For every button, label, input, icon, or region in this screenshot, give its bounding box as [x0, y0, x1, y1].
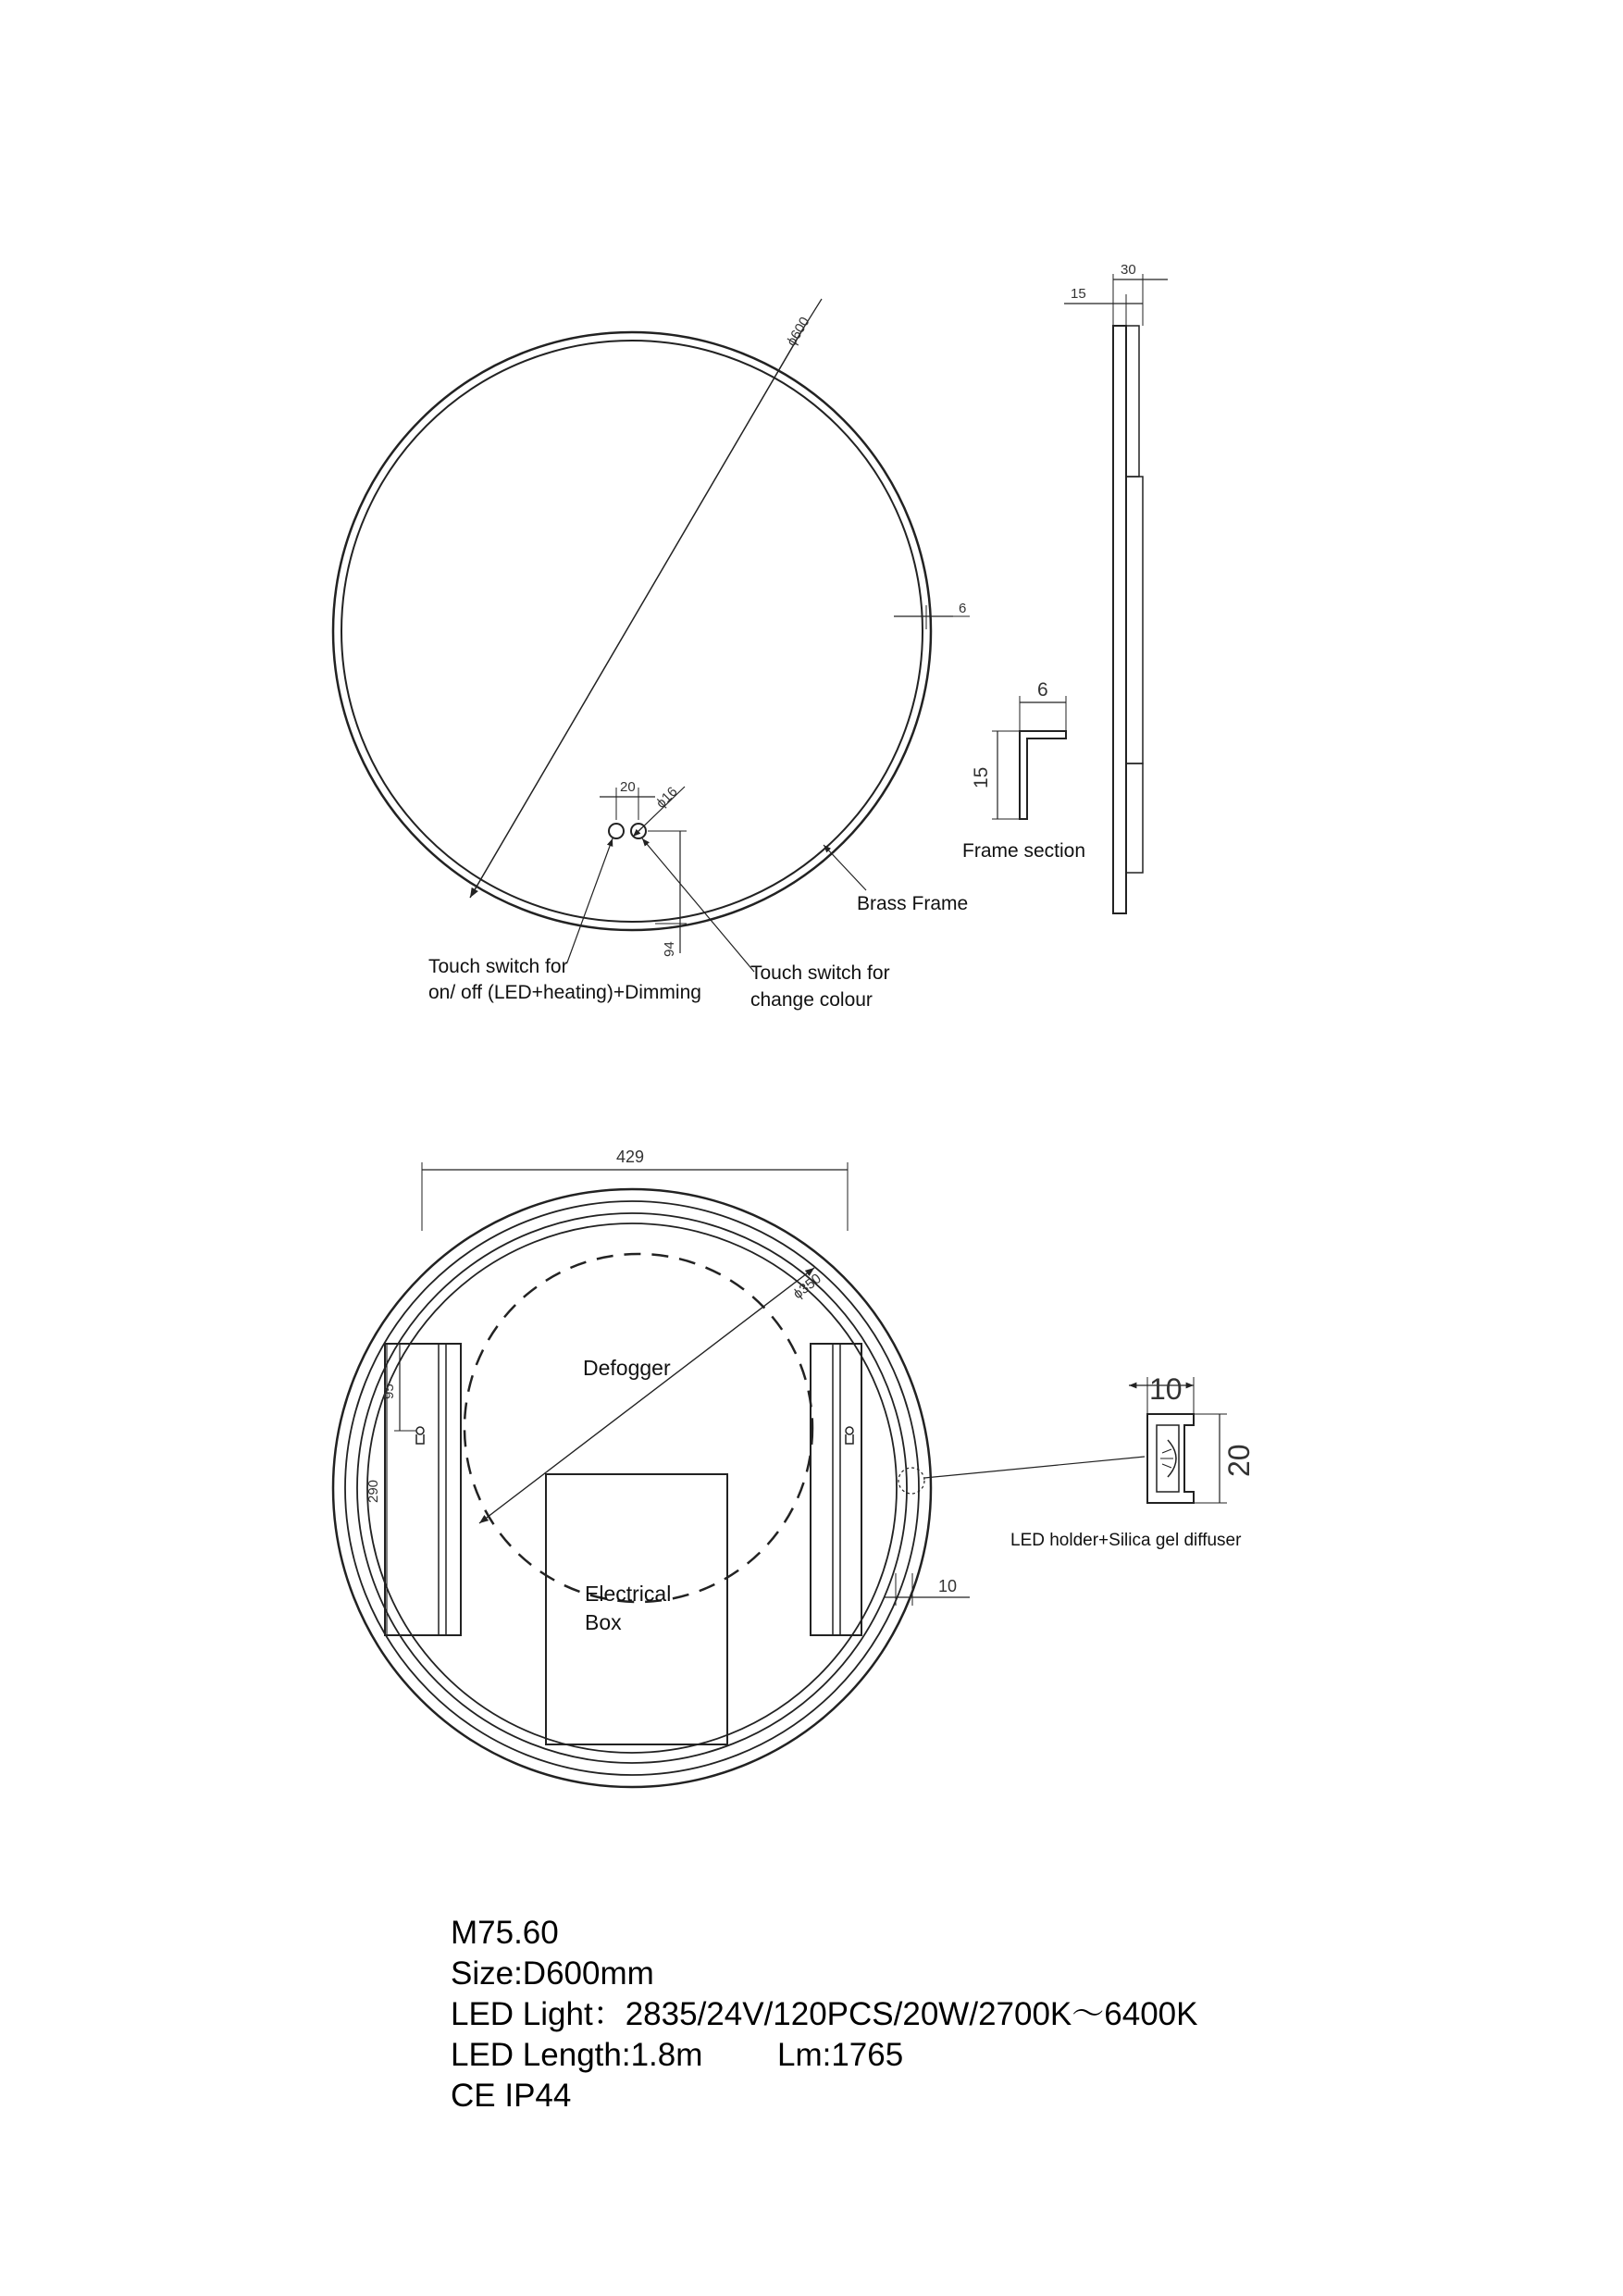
switch-power-label-line2: on/ off (LED+heating)+Dimming — [428, 982, 701, 1003]
side-profile-back-upper — [1126, 326, 1139, 477]
front-view — [333, 299, 970, 1011]
rear-outer-circle — [333, 1189, 931, 1787]
electrical-box-label-line2: Box — [585, 1610, 622, 1634]
switch-power-label: Touch switch for — [428, 956, 568, 977]
rear-view — [333, 1148, 1145, 1787]
defogger-circle — [465, 1254, 812, 1602]
side-profile-back-lower — [1126, 763, 1143, 873]
bracket-top-dimension-label: 95 — [381, 1384, 397, 1399]
switch-height-dimension-label: 94 — [662, 941, 677, 957]
electrical-box — [546, 1474, 727, 1744]
switch-diameter-dimension-label: ϕ16 — [652, 784, 681, 812]
led-holder-label: LED holder+Silica gel diffuser — [1010, 1531, 1242, 1550]
rear-ring-4 — [367, 1223, 897, 1753]
frame-section-label: Frame section — [962, 840, 1086, 862]
defogger-diameter-label: ϕ350 — [789, 1271, 824, 1303]
rear-width-dimension-label: 429 — [616, 1148, 645, 1166]
spec-size: Size:D600mm — [451, 1955, 654, 1992]
touch-switch-power — [609, 824, 624, 838]
led-holder-detail — [1010, 1372, 1256, 1550]
mirror-outer-circle — [333, 332, 931, 930]
side-frame-depth-dimension-label: 15 — [1071, 286, 1086, 302]
left-wall-bracket — [365, 1344, 461, 1635]
led-holder-height-label: 20 — [1222, 1444, 1256, 1477]
defogger-diameter-line — [479, 1268, 814, 1523]
side-depth-dimension-label: 30 — [1121, 262, 1136, 278]
spec-model: M75.60 — [451, 1915, 559, 1951]
side-profile-front — [1113, 326, 1126, 913]
frame-width-dimension-label: 6 — [959, 601, 967, 616]
switch-colour-label-line2: change colour — [750, 989, 873, 1011]
frame-section-height-label: 15 — [971, 766, 992, 788]
side-view — [1064, 262, 1168, 913]
frame-section — [962, 679, 1085, 862]
specifications — [451, 1915, 1197, 2114]
frame-section-profile — [1020, 731, 1066, 819]
switch-spacing-dimension-label: 20 — [620, 779, 636, 795]
led-holder-width-label: 10 — [1149, 1372, 1183, 1406]
defogger-label: Defogger — [583, 1356, 671, 1380]
diameter-dimension-label: ϕ600 — [783, 314, 813, 350]
diameter-dimension-line — [470, 329, 803, 898]
spec-led-length: LED Length:1.8m — [451, 2037, 703, 2073]
spec-led-light: LED Light：2835/24V/120PCS/20W/2700K～6400K — [451, 1996, 1198, 2032]
brass-frame-label: Brass Frame — [857, 893, 969, 914]
led-offset-dimension-label: 10 — [938, 1577, 958, 1595]
side-profile-back-middle — [1126, 477, 1143, 763]
right-wall-bracket — [811, 1344, 861, 1635]
bracket-height-dimension-label: 290 — [365, 1479, 381, 1503]
rear-ring-3 — [357, 1213, 907, 1763]
frame-section-width-label: 6 — [1037, 679, 1048, 701]
spec-lumens: Lm:1765 — [777, 2037, 904, 2073]
switch-colour-label: Touch switch for — [750, 962, 890, 984]
led-detail-callout — [898, 1468, 924, 1494]
electrical-box-label: Electrical — [585, 1582, 672, 1606]
spec-certification: CE IP44 — [451, 2078, 572, 2114]
